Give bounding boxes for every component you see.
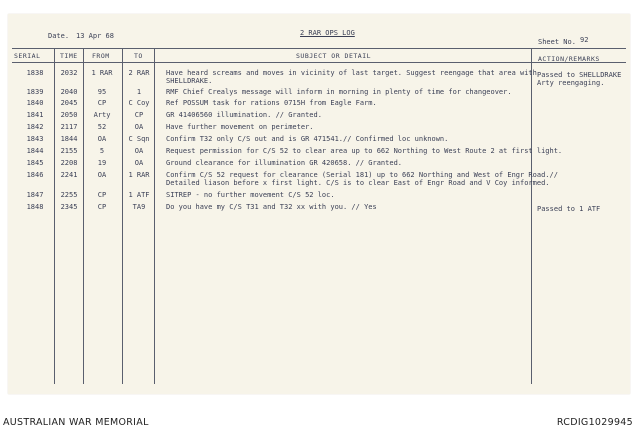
row-detail: Ground clearance for illumination GR 420658. // Granted. xyxy=(166,159,403,167)
row-time: 2155 xyxy=(60,147,78,155)
row-serial: 1844 xyxy=(26,147,44,155)
col-header-to: TO xyxy=(134,52,143,60)
date-value: 13 Apr 68 xyxy=(76,32,114,40)
col-divider xyxy=(154,49,155,384)
row-to: TA9 xyxy=(132,203,146,211)
header-bottom-rule xyxy=(12,62,626,63)
row-detail: GR 41406560 illumination. // Granted. xyxy=(166,111,322,119)
row-to: OA xyxy=(134,147,144,155)
row-to: C Coy xyxy=(128,99,150,107)
row-time: 2117 xyxy=(60,123,78,131)
row-to: OA xyxy=(134,159,144,167)
col-header-serial: SERIAL xyxy=(14,52,41,60)
row-detail: Confirm T32 only C/S out and is GR 471541.// Confirmed loc unknown. xyxy=(166,135,449,143)
col-header-time: TIME xyxy=(60,52,78,60)
row-serial: 1838 xyxy=(26,69,44,77)
row-serial: 1846 xyxy=(26,171,44,179)
row-from: CP xyxy=(97,99,107,107)
row-detail: SITREP - no further movement C/S 52 loc. xyxy=(166,191,335,199)
row-detail: Confirm C/S 52 request for clearance (Serial 181) up to 662 Northing and West of Engr Road.// xyxy=(166,171,558,179)
row-from: 5 xyxy=(99,147,105,155)
row-serial: 1841 xyxy=(26,111,44,119)
row-time: 1844 xyxy=(60,135,78,143)
row-action: Arty reengaging. xyxy=(537,79,605,87)
row-time: 2045 xyxy=(60,99,78,107)
row-from: OA xyxy=(97,135,107,143)
col-header-from: FROM xyxy=(92,52,110,60)
row-from: OA xyxy=(97,171,107,179)
col-divider xyxy=(531,49,532,384)
page-title: 2 RAR OPS LOG xyxy=(300,29,355,37)
row-detail: RMF Chief Crealys message will inform in morning in plenty of time for changeover. xyxy=(166,88,512,96)
row-serial: 1840 xyxy=(26,99,44,107)
row-detail: Detailed liason before x first light. C/S is to clear East of Engr Road and V Coy informed. xyxy=(166,179,550,187)
row-detail: SHELLDRAKE. xyxy=(166,77,213,85)
row-detail: Have heard screams and moves in vicinity of last target. Suggest reengage that area with xyxy=(166,69,537,77)
row-time: 2040 xyxy=(60,88,78,96)
row-to: OA xyxy=(134,123,144,131)
col-divider xyxy=(54,49,55,384)
footer-reference: RCDIG1029945 xyxy=(556,417,633,428)
row-detail: Do you have my C/S T31 and T32 xx with you. // Yes xyxy=(166,203,377,211)
row-time: 2050 xyxy=(60,111,78,119)
sheet-number: 92 xyxy=(580,36,589,44)
row-to: 1 ATF xyxy=(128,191,150,199)
row-from: Arty xyxy=(93,111,111,119)
header-top-rule xyxy=(12,48,626,49)
row-from: CP xyxy=(97,191,107,199)
row-detail: Ref POSSUM task for rations 0715H from Eagle Farm. xyxy=(166,99,377,107)
row-detail: Have further movement on perimeter. xyxy=(166,123,314,131)
row-to: 1 RAR xyxy=(128,171,150,179)
date-label: Date. xyxy=(48,32,70,40)
col-header-subject: SUBJECT OR DETAIL xyxy=(296,52,372,60)
row-time: 2208 xyxy=(60,159,78,167)
sheet-label: Sheet No. xyxy=(538,38,576,46)
row-time: 2032 xyxy=(60,69,78,77)
row-serial: 1842 xyxy=(26,123,44,131)
row-serial: 1839 xyxy=(26,88,44,96)
row-from: 1 RAR xyxy=(91,69,113,77)
footer-source: AUSTRALIAN WAR MEMORIAL xyxy=(3,417,149,428)
row-to: CP xyxy=(134,111,144,119)
row-from: 19 xyxy=(97,159,107,167)
row-from: CP xyxy=(97,203,107,211)
col-divider xyxy=(83,49,84,384)
row-to: 1 xyxy=(136,88,142,96)
row-detail: Request permission for C/S 52 to clear area up to 662 Northing to West Route 2 at first light. xyxy=(166,147,563,155)
row-serial: 1847 xyxy=(26,191,44,199)
row-from: 52 xyxy=(97,123,107,131)
row-time: 2255 xyxy=(60,191,78,199)
row-serial: 1845 xyxy=(26,159,44,167)
row-to: 2 RAR xyxy=(128,69,150,77)
row-time: 2345 xyxy=(60,203,78,211)
row-action: Passed to SHELLDRAKE xyxy=(537,71,622,79)
row-time: 2241 xyxy=(60,171,78,179)
row-serial: 1843 xyxy=(26,135,44,143)
row-serial: 1848 xyxy=(26,203,44,211)
col-divider xyxy=(122,49,123,384)
row-to: C Sqn xyxy=(128,135,150,143)
row-from: 95 xyxy=(97,88,107,96)
col-header-action: ACTION/REMARKS xyxy=(538,55,600,63)
row-action: Passed to 1 ATF xyxy=(537,205,601,213)
